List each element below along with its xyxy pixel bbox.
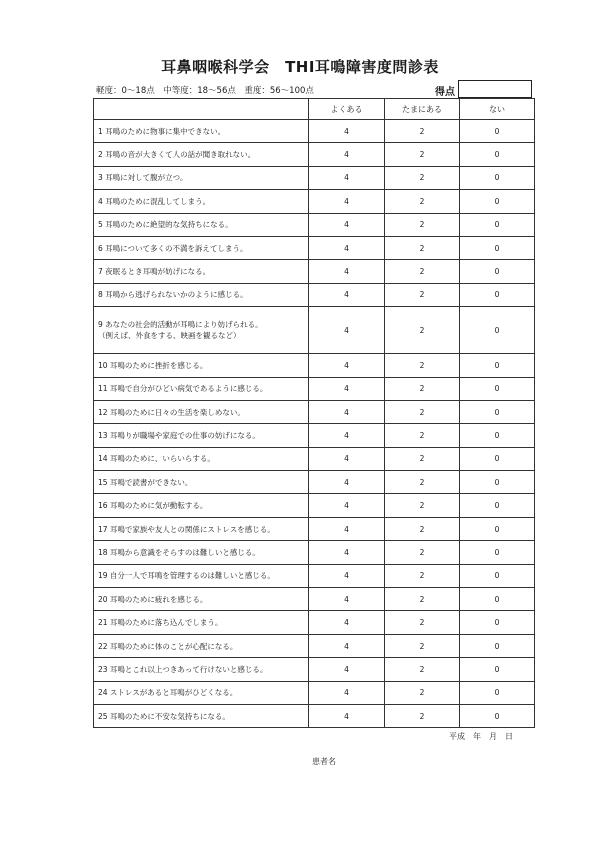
date-line: 平成 年 月 日 [449,732,513,741]
score-sometimes[interactable]: 2 [385,704,460,727]
severity-legend: 軽度：0～18点 中等度：18～56点 重度：56～100点 [96,86,314,96]
question-cell: 19 自分一人で耳鳴を管理するのは難しいと感じる。 [94,564,309,587]
score-sometimes[interactable]: 2 [385,611,460,634]
score-often[interactable]: 4 [309,564,385,587]
table-row [94,354,535,377]
score-often[interactable]: 4 [309,681,385,704]
score-sometimes[interactable]: 2 [385,634,460,657]
question-cell: 17 耳鳴で家族や友人との関係にストレスを感じる。 [94,517,309,540]
score-often[interactable]: 4 [309,166,385,189]
score-sometimes[interactable]: 2 [385,236,460,259]
score-never[interactable]: 0 [460,541,535,564]
table-row [94,143,535,166]
score-never[interactable]: 0 [460,143,535,166]
table-row [94,541,535,564]
score-often[interactable]: 4 [309,120,385,143]
table-row [94,190,535,213]
table-row [94,213,535,236]
score-sometimes[interactable]: 2 [385,283,460,306]
question-cell: 11 耳鳴で自分がひどい病気であるように感じる。 [94,377,309,400]
score-never[interactable]: 0 [460,190,535,213]
question-cell: 5 耳鳴のために絶望的な気持ちになる。 [94,213,309,236]
score-never[interactable]: 0 [460,354,535,377]
score-often[interactable]: 4 [309,190,385,213]
score-never[interactable]: 0 [460,658,535,681]
score-sometimes[interactable]: 2 [385,120,460,143]
score-sometimes[interactable]: 2 [385,658,460,681]
score-often[interactable]: 4 [309,236,385,259]
score-never[interactable]: 0 [460,447,535,470]
question-cell: 7 夜眠るとき耳鳴が妨げになる。 [94,260,309,283]
question-cell: 20 耳鳴のために疲れを感じる。 [94,588,309,611]
score-sometimes[interactable]: 2 [385,424,460,447]
score-often[interactable]: 4 [309,213,385,236]
question-cell: 13 耳鳴りが職場や家庭での仕事の妨げになる。 [94,424,309,447]
score-never[interactable]: 0 [460,634,535,657]
score-often[interactable]: 4 [309,354,385,377]
patient-name-label: 患者名 [312,757,336,766]
header-blank [94,99,309,120]
score-often[interactable]: 4 [309,260,385,283]
score-sometimes[interactable]: 2 [385,354,460,377]
table-row [94,471,535,494]
form-title: 耳鼻咽喉科学会 THI耳鳴障害度問診表 [161,58,439,76]
table-row [94,447,535,470]
score-sometimes[interactable]: 2 [385,307,460,354]
score-box[interactable] [458,80,532,98]
table-row [94,424,535,447]
question-cell: 15 耳鳴で読書ができない。 [94,471,309,494]
score-often[interactable]: 4 [309,634,385,657]
score-never[interactable]: 0 [460,377,535,400]
score-never[interactable]: 0 [460,517,535,540]
score-sometimes[interactable]: 2 [385,588,460,611]
table-row [94,588,535,611]
score-often[interactable]: 4 [309,541,385,564]
score-often[interactable]: 4 [309,307,385,354]
score-sometimes[interactable]: 2 [385,213,460,236]
header-never: ない [460,99,535,120]
score-never[interactable]: 0 [460,260,535,283]
score-often[interactable]: 4 [309,283,385,306]
question-cell: 6 耳鳴について多くの不満を訴えてしまう。 [94,236,309,259]
score-never[interactable]: 0 [460,283,535,306]
table-row [94,564,535,587]
table-row [94,260,535,283]
score-often[interactable]: 4 [309,400,385,423]
table-row [94,517,535,540]
score-never[interactable]: 0 [460,611,535,634]
score-never[interactable]: 0 [460,424,535,447]
score-sometimes[interactable]: 2 [385,166,460,189]
score-sometimes[interactable]: 2 [385,471,460,494]
score-often[interactable]: 4 [309,471,385,494]
question-cell: 1 耳鳴のために物事に集中できない。 [94,120,309,143]
score-often[interactable]: 4 [309,588,385,611]
header-often: よくある [309,99,385,120]
question-cell: 8 耳鳴から逃げられないかのように感じる。 [94,283,309,306]
question-cell [94,307,309,354]
question-note: （例えば、外食をする、映画を観るなど） [98,331,241,341]
table-row [94,307,535,354]
score-sometimes[interactable]: 2 [385,447,460,470]
score-often[interactable]: 4 [309,658,385,681]
question-cell: 21 耳鳴のために落ち込んでしまう。 [94,611,309,634]
score-never[interactable]: 0 [460,471,535,494]
question-cell: 25 耳鳴のために不安な気持ちになる。 [94,704,309,727]
question-line: 9 あなたの社会的活動が耳鳴により妨げられる。 [98,319,263,329]
table-row [94,283,535,306]
score-never[interactable]: 0 [460,307,535,354]
question-cell: 14 耳鳴のために、いらいらする。 [94,447,309,470]
score-sometimes[interactable]: 2 [385,377,460,400]
score-never[interactable]: 0 [460,120,535,143]
question-cell: 4 耳鳴のために混乱してしまう。 [94,190,309,213]
score-sometimes[interactable]: 2 [385,517,460,540]
question-cell: 16 耳鳴のために気が動転する。 [94,494,309,517]
score-often[interactable]: 4 [309,704,385,727]
table-row [94,704,535,727]
question-cell: 18 耳鳴から意識をそらすのは難しいと感じる。 [94,541,309,564]
score-sometimes[interactable]: 2 [385,681,460,704]
table-row [94,236,535,259]
question-cell: 10 耳鳴のために挫折を感じる。 [94,354,309,377]
score-never[interactable]: 0 [460,213,535,236]
score-sometimes[interactable]: 2 [385,564,460,587]
score-sometimes[interactable]: 2 [385,190,460,213]
question-cell: 12 耳鳴のために日々の生活を楽しめない。 [94,400,309,423]
table-row [94,400,535,423]
score-often[interactable]: 4 [309,611,385,634]
score-sometimes[interactable]: 2 [385,541,460,564]
table-row [94,494,535,517]
table-row [94,120,535,143]
score-never[interactable]: 0 [460,564,535,587]
score-often[interactable]: 4 [309,143,385,166]
thi-table [93,98,535,728]
score-sometimes[interactable]: 2 [385,260,460,283]
question-cell: 23 耳鳴とこれ以上つきあって行けないと感じる。 [94,658,309,681]
table-row [94,634,535,657]
question-cell: 22 耳鳴のために体のことが心配になる。 [94,634,309,657]
score-sometimes[interactable]: 2 [385,494,460,517]
table-row [94,166,535,189]
question-cell: 3 耳鳴に対して腹が立つ。 [94,166,309,189]
score-never[interactable]: 0 [460,494,535,517]
score-never[interactable]: 0 [460,236,535,259]
score-never[interactable]: 0 [460,704,535,727]
table-row [94,658,535,681]
question-cell: 2 耳鳴の音が大きくて人の話が聞き取れない。 [94,143,309,166]
table-header-row [94,99,535,120]
score-never[interactable]: 0 [460,681,535,704]
score-never[interactable]: 0 [460,166,535,189]
table-row [94,611,535,634]
question-cell: 24 ストレスがあると耳鳴がひどくなる。 [94,681,309,704]
table-row [94,377,535,400]
header-sometimes: たまにある [385,99,460,120]
score-often[interactable]: 4 [309,377,385,400]
score-sometimes[interactable]: 2 [385,143,460,166]
score-sometimes[interactable]: 2 [385,400,460,423]
score-often[interactable]: 4 [309,424,385,447]
score-often[interactable]: 4 [309,494,385,517]
score-often[interactable]: 4 [309,517,385,540]
score-never[interactable]: 0 [460,400,535,423]
score-never[interactable]: 0 [460,588,535,611]
score-label: 得点 [435,87,455,98]
score-often[interactable]: 4 [309,447,385,470]
table-row [94,681,535,704]
